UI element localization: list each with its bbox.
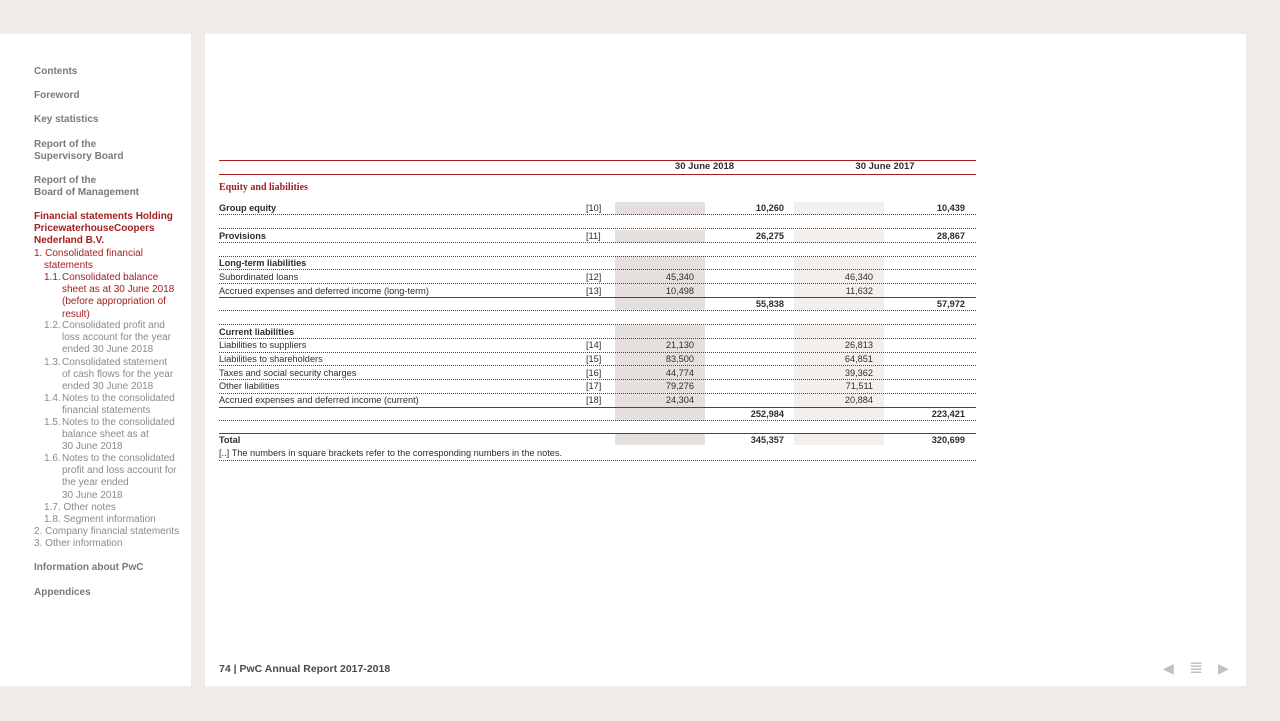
row-label-total: Total [219, 435, 241, 445]
nav-label-line: 1. Consolidated financial [34, 248, 143, 259]
value-2018: 24,304 [665, 395, 694, 405]
nav-number: 1.4. [44, 393, 61, 404]
nav-notes-profit-loss[interactable] [44, 453, 184, 502]
nav-label-line: financial statements [62, 405, 151, 417]
value-2017: 46,340 [844, 272, 873, 282]
row-label: Liabilities to shareholders [219, 354, 323, 364]
nav-label-line: Nederland B.V. [34, 235, 105, 247]
value-2018: 83,500 [665, 354, 694, 364]
nav-label-line: Consolidated profit and [62, 320, 165, 331]
nav-report-board-management[interactable] [34, 175, 184, 199]
rule [219, 174, 976, 175]
page-footer: 74 | PwC Annual Report 2017-2018 [219, 663, 391, 675]
nav-number: 1.6. [44, 453, 61, 464]
nav-label-line: Board of Management [34, 187, 140, 199]
subtotal-2018: 252,984 [750, 409, 784, 419]
document-page [205, 34, 1246, 686]
value-2017: 71,511 [845, 381, 873, 391]
grand-total-2017: 320,699 [931, 435, 965, 445]
nav-label-line: result) [62, 308, 90, 320]
nav-label-line: loss account for the year [62, 332, 171, 344]
nav-other-notes[interactable]: 1.7. Other notes [44, 502, 116, 513]
column-header-2018: 30 June 2018 [674, 161, 735, 172]
row-label-group-equity: Group equity [219, 203, 277, 213]
rule [219, 324, 976, 325]
value-2017: 20,884 [844, 395, 873, 405]
nav-label-line: Supervisory Board [34, 151, 124, 163]
nav-foreword[interactable]: Foreword [34, 90, 80, 101]
rule [219, 297, 976, 298]
subtotal-2017: 223,421 [931, 409, 965, 419]
menu-icon[interactable]: ≣ [1189, 658, 1204, 677]
row-label: Accrued expenses and deferred income (long-term) [219, 286, 429, 296]
nav-notes-balance-sheet[interactable] [44, 417, 184, 454]
value-2018: 21,130 [665, 340, 694, 350]
nav-label-line: ended 30 June 2018 [62, 344, 154, 356]
rule [219, 242, 976, 243]
nav-label-line: 30 June 2018 [62, 489, 123, 501]
row-ref: [12] [586, 272, 602, 282]
value-2017: 26,813 [844, 340, 873, 350]
row-label: Taxes and social security charges [219, 368, 357, 378]
nav-label-line: Report of the [34, 139, 97, 150]
nav-balance-sheet[interactable] [44, 272, 184, 321]
section-title: Equity and liabilities [219, 182, 308, 193]
rule [219, 256, 976, 257]
sidebar-nav [0, 34, 191, 686]
nav-contents[interactable]: Contents [34, 66, 78, 77]
nav-label-line: of cash flows for the year [62, 369, 174, 381]
nav-label-line: PricewaterhouseCoopers [34, 223, 155, 235]
nav-label-line: sheet as at 30 June 2018 [62, 284, 175, 296]
total-2018: 10,260 [755, 203, 784, 213]
row-label: Subordinated loans [219, 272, 299, 282]
value-2018: 45,340 [665, 272, 694, 282]
next-page-icon[interactable]: ▶ [1218, 660, 1229, 676]
row-ref: [14] [586, 340, 602, 350]
grand-total-2018: 345,357 [750, 435, 784, 445]
total-2017: 10,439 [936, 203, 965, 213]
subtotal-2018: 55,838 [755, 299, 784, 309]
nav-label-line: Consolidated balance [62, 272, 159, 283]
rule [219, 310, 976, 311]
row-ref: [13] [586, 286, 602, 296]
rule [219, 407, 976, 408]
row-ref: [17] [586, 381, 602, 391]
row-heading-long-term-liabilities: Long-term liabilities [219, 258, 307, 268]
nav-segment-information[interactable]: 1.8. Segment information [44, 514, 156, 525]
value-2018: 10,498 [665, 286, 694, 296]
previous-page-icon[interactable]: ◀ [1163, 660, 1174, 676]
value-2017: 39,362 [844, 368, 873, 378]
nav-profit-loss[interactable] [44, 320, 184, 357]
shade-2017 [794, 433, 884, 445]
value-2018: 44,774 [665, 368, 694, 378]
value-2017: 64,851 [844, 354, 873, 364]
nav-label-line: profit and loss account for [62, 465, 177, 477]
rule [219, 365, 976, 366]
nav-label-line: 30 June 2018 [62, 441, 123, 453]
nav-number: 1.5. [44, 417, 61, 428]
row-label: Other liabilities [219, 381, 280, 391]
nav-label-line: (before appropriation of [62, 296, 166, 308]
row-ref: [16] [586, 368, 602, 378]
nav-number: 1.1. [44, 272, 61, 283]
row-ref: [11] [586, 231, 601, 241]
shade-2018 [615, 433, 705, 445]
nav-consolidated-fs[interactable] [34, 248, 143, 272]
nav-label-line: statements [44, 260, 93, 272]
nav-company-fs[interactable]: 2. Company financial statements [34, 526, 180, 537]
nav-label-line: Notes to the consolidated [62, 393, 175, 404]
nav-label-line: Notes to the consolidated [62, 453, 175, 464]
nav-label-line: balance sheet as at [62, 429, 149, 441]
rule [219, 433, 976, 434]
value-2017: 11,632 [845, 286, 873, 296]
rule [219, 460, 976, 461]
nav-other-information[interactable]: 3. Other information [34, 538, 123, 549]
nav-label-line: Notes to the consolidated [62, 417, 175, 428]
rule [219, 283, 976, 284]
rule [219, 269, 976, 270]
nav-financial-statements[interactable] [34, 211, 184, 248]
row-label: Liabilities to suppliers [219, 340, 307, 350]
nav-label-line: Report of the [34, 175, 97, 186]
row-ref: [10] [586, 203, 602, 213]
subtotal-2017: 57,972 [936, 299, 965, 309]
nav-label-line: the year ended [62, 477, 129, 489]
row-label-provisions: Provisions [219, 231, 266, 241]
total-2018: 26,275 [755, 231, 784, 241]
total-2017: 28,867 [936, 231, 965, 241]
nav-notes-fs[interactable] [44, 393, 184, 417]
nav-key-statistics[interactable]: Key statistics [34, 114, 99, 125]
table-footnote: [..] The numbers in square brackets refer to the corresponding numbers in the notes. [219, 448, 563, 458]
nav-label-line: Financial statements Holding [34, 211, 173, 222]
nav-information-about-pwc[interactable]: Information about PwC [34, 562, 144, 573]
rule [219, 420, 976, 421]
nav-number: 1.3. [44, 357, 61, 368]
row-ref: [18] [586, 395, 602, 405]
column-header-2017: 30 June 2017 [855, 161, 915, 172]
row-ref: [15] [586, 354, 602, 364]
nav-label-line: Consolidated statement [62, 357, 168, 368]
rule [219, 214, 976, 215]
nav-number: 1.2. [44, 320, 61, 331]
value-2018: 79,276 [665, 381, 694, 391]
row-label: Accrued expenses and deferred income (current) [219, 395, 419, 405]
nav-cash-flows[interactable] [44, 357, 184, 394]
row-heading-current-liabilities: Current liabilities [219, 327, 295, 337]
rule [219, 228, 976, 229]
nav-report-supervisory-board[interactable] [34, 139, 184, 163]
nav-appendices[interactable]: Appendices [34, 587, 91, 598]
nav-label-line: ended 30 June 2018 [62, 381, 154, 393]
